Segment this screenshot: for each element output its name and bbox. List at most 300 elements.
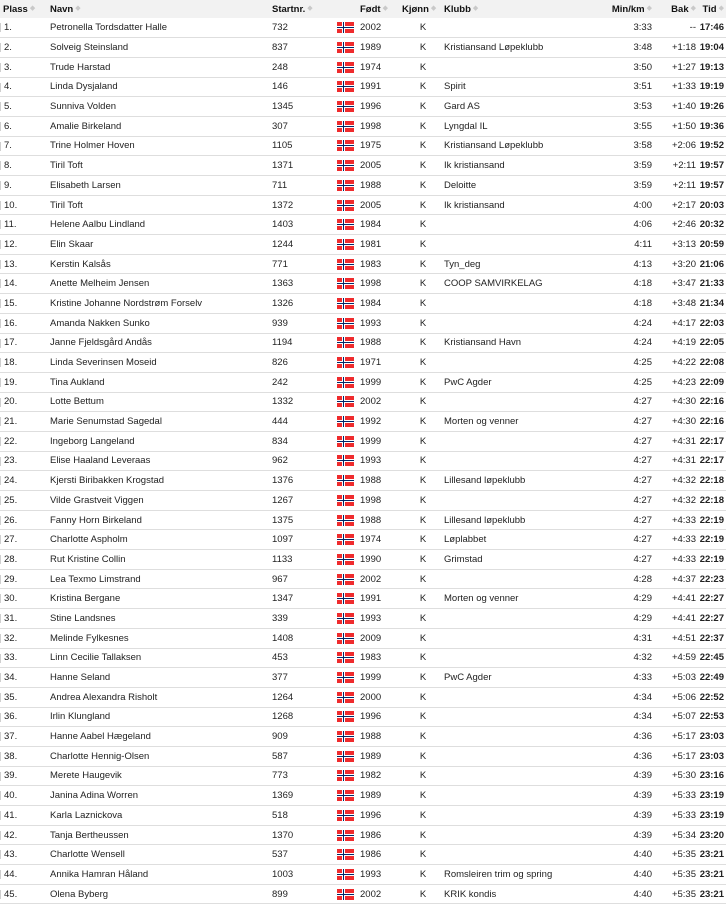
- table-row[interactable]: [0, 510, 726, 530]
- name-cell[interactable]: Irlin Klungland: [50, 707, 272, 727]
- name-cell[interactable]: Elin Skaar: [50, 235, 272, 255]
- birth-year-cell: 1996: [360, 97, 402, 117]
- club-cell: [444, 648, 596, 668]
- birth-year-cell: 2009: [360, 628, 402, 648]
- behind-cell: +2:46: [652, 215, 696, 235]
- place-cell: 12.: [0, 235, 50, 255]
- table-row[interactable]: [0, 77, 726, 97]
- pace-cell: 3:59: [596, 156, 652, 176]
- name-cell[interactable]: Kjersti Biribakken Krogstad: [50, 471, 272, 491]
- birth-year-cell: 1981: [360, 235, 402, 255]
- birth-year-cell: 1998: [360, 491, 402, 511]
- sex-cell: K: [402, 569, 444, 589]
- time-cell: 22:03: [696, 313, 726, 333]
- name-cell[interactable]: Trine Holmer Hoven: [50, 136, 272, 156]
- time-cell: 22:18: [696, 471, 726, 491]
- name-cell[interactable]: Tiril Toft: [50, 156, 272, 176]
- nationality-cell: [330, 668, 360, 688]
- club-cell: [444, 451, 596, 471]
- pace-cell: 4:29: [596, 589, 652, 609]
- club-cell: [444, 806, 596, 826]
- column-header-flag: [330, 0, 360, 18]
- club-cell: [444, 687, 596, 707]
- name-cell[interactable]: Kristina Bergane: [50, 589, 272, 609]
- time-cell: 22:18: [696, 491, 726, 511]
- name-cell[interactable]: Charlotte Wensell: [50, 845, 272, 865]
- place-cell: 22.: [0, 431, 50, 451]
- column-header-pace[interactable]: Min/km ◆: [596, 0, 652, 18]
- nationality-cell: [330, 510, 360, 530]
- nationality-cell: [330, 825, 360, 845]
- behind-cell: +1:33: [652, 77, 696, 97]
- start-number-cell: 962: [272, 451, 330, 471]
- sex-cell: K: [402, 353, 444, 373]
- table-row[interactable]: [0, 609, 726, 629]
- behind-cell: +2:06: [652, 136, 696, 156]
- table-row[interactable]: [0, 57, 726, 77]
- nationality-cell: [330, 57, 360, 77]
- club-cell: [444, 569, 596, 589]
- nationality-cell: [330, 589, 360, 609]
- nationality-cell: [330, 471, 360, 491]
- name-cell[interactable]: Janina Adina Worren: [50, 786, 272, 806]
- nationality-cell: [330, 687, 360, 707]
- name-cell[interactable]: Sunniva Volden: [50, 97, 272, 117]
- name-cell[interactable]: Rut Kristine Collin: [50, 550, 272, 570]
- nationality-cell: [330, 530, 360, 550]
- time-cell: 23:16: [696, 766, 726, 786]
- sex-cell: K: [402, 235, 444, 255]
- behind-cell: +4:30: [652, 412, 696, 432]
- table-row[interactable]: [0, 806, 726, 826]
- norway-flag-icon: [337, 475, 354, 486]
- time-cell: 22:27: [696, 589, 726, 609]
- birth-year-cell: 2002: [360, 392, 402, 412]
- name-cell[interactable]: Linda Dysjaland: [50, 77, 272, 97]
- name-cell[interactable]: Solveig Steinsland: [50, 38, 272, 58]
- name-cell[interactable]: Kristine Johanne Nordstrøm Forselv: [50, 294, 272, 314]
- place-cell: 3.: [0, 57, 50, 77]
- time-cell: 22:19: [696, 510, 726, 530]
- table-row[interactable]: [0, 648, 726, 668]
- sex-cell: K: [402, 451, 444, 471]
- start-number-cell: 834: [272, 431, 330, 451]
- club-cell: [444, 766, 596, 786]
- pace-cell: 4:29: [596, 609, 652, 629]
- table-row[interactable]: [0, 569, 726, 589]
- club-cell: [444, 727, 596, 747]
- sex-cell: K: [402, 97, 444, 117]
- birth-year-cell: 1988: [360, 176, 402, 196]
- start-number-cell: 1326: [272, 294, 330, 314]
- name-cell[interactable]: Hanne Aabel Hægeland: [50, 727, 272, 747]
- pace-cell: 4:27: [596, 510, 652, 530]
- name-cell[interactable]: Tanja Bertheussen: [50, 825, 272, 845]
- nationality-cell: [330, 235, 360, 255]
- table-row[interactable]: [0, 38, 726, 58]
- pace-cell: 4:06: [596, 215, 652, 235]
- sex-cell: K: [402, 786, 444, 806]
- club-cell: PwC Agder: [444, 372, 596, 392]
- name-cell[interactable]: Stine Landsnes: [50, 609, 272, 629]
- pace-cell: 4:27: [596, 451, 652, 471]
- start-number-cell: 1264: [272, 687, 330, 707]
- behind-cell: +4:19: [652, 333, 696, 353]
- name-cell[interactable]: Annika Hamran Håland: [50, 865, 272, 885]
- column-header-sex[interactable]: Kjønn ◆: [402, 0, 444, 18]
- sort-icon: ◆: [307, 4, 313, 12]
- column-header-bak[interactable]: Bak ◆: [652, 0, 696, 18]
- table-row[interactable]: [0, 18, 726, 38]
- behind-cell: +1:50: [652, 116, 696, 136]
- place-cell: 31.: [0, 609, 50, 629]
- norway-flag-icon: [337, 259, 354, 270]
- place-cell: 32.: [0, 628, 50, 648]
- norway-flag-icon: [337, 81, 354, 92]
- name-cell[interactable]: Andrea Alexandra Risholt: [50, 687, 272, 707]
- name-cell[interactable]: Linda Severinsen Moseid: [50, 353, 272, 373]
- club-cell: [444, 431, 596, 451]
- pace-cell: 4:39: [596, 825, 652, 845]
- sex-cell: K: [402, 628, 444, 648]
- table-row[interactable]: [0, 530, 726, 550]
- birth-year-cell: 1990: [360, 550, 402, 570]
- norway-flag-icon: [337, 121, 354, 132]
- behind-cell: +5:35: [652, 884, 696, 904]
- club-cell: [444, 628, 596, 648]
- sex-cell: K: [402, 746, 444, 766]
- name-cell[interactable]: Elise Haaland Leveraas: [50, 451, 272, 471]
- norway-flag-icon: [337, 534, 354, 545]
- name-cell[interactable]: Elisabeth Larsen: [50, 176, 272, 196]
- name-cell[interactable]: Karla Laznickova: [50, 806, 272, 826]
- nationality-cell: [330, 254, 360, 274]
- pace-cell: 4:40: [596, 884, 652, 904]
- time-cell: 23:21: [696, 865, 726, 885]
- sex-cell: K: [402, 372, 444, 392]
- nationality-cell: [330, 412, 360, 432]
- birth-year-cell: 2002: [360, 18, 402, 38]
- birth-year-cell: 1998: [360, 116, 402, 136]
- behind-cell: +4:23: [652, 372, 696, 392]
- name-cell[interactable]: Lotte Bettum: [50, 392, 272, 412]
- name-cell[interactable]: Janne Fjeldsgård Andås: [50, 333, 272, 353]
- sort-icon: ◆: [646, 4, 652, 12]
- club-cell: [444, 353, 596, 373]
- time-cell: 22:49: [696, 668, 726, 688]
- nationality-cell: [330, 550, 360, 570]
- table-row[interactable]: [0, 865, 726, 885]
- table-row[interactable]: [0, 727, 726, 747]
- behind-cell: +4:32: [652, 471, 696, 491]
- time-cell: 19:52: [696, 136, 726, 156]
- behind-cell: +5:33: [652, 786, 696, 806]
- start-number-cell: 771: [272, 254, 330, 274]
- place-cell: 26.: [0, 510, 50, 530]
- table-row[interactable]: [0, 766, 726, 786]
- time-cell: 23:03: [696, 746, 726, 766]
- table-row[interactable]: [0, 97, 726, 117]
- start-number-cell: 837: [272, 38, 330, 58]
- sex-cell: K: [402, 727, 444, 747]
- sex-cell: K: [402, 648, 444, 668]
- norway-flag-icon: [337, 830, 354, 841]
- table-row[interactable]: [0, 668, 726, 688]
- table-row[interactable]: [0, 176, 726, 196]
- start-number-cell: 453: [272, 648, 330, 668]
- table-row[interactable]: [0, 372, 726, 392]
- nationality-cell: [330, 491, 360, 511]
- nationality-cell: [330, 392, 360, 412]
- pace-cell: 4:32: [596, 648, 652, 668]
- start-number-cell: 939: [272, 313, 330, 333]
- behind-cell: +3:47: [652, 274, 696, 294]
- club-cell: [444, 746, 596, 766]
- norway-flag-icon: [337, 515, 354, 526]
- sex-cell: K: [402, 806, 444, 826]
- table-row[interactable]: [0, 136, 726, 156]
- place-cell: 35.: [0, 687, 50, 707]
- pace-cell: 4:27: [596, 471, 652, 491]
- birth-year-cell: 1992: [360, 412, 402, 432]
- name-cell[interactable]: Kerstin Kalsås: [50, 254, 272, 274]
- birth-year-cell: 1996: [360, 707, 402, 727]
- table-row[interactable]: [0, 431, 726, 451]
- time-cell: 22:16: [696, 412, 726, 432]
- name-cell[interactable]: Petronella Tordsdatter Halle: [50, 18, 272, 38]
- name-cell[interactable]: Melinde Fylkesnes: [50, 628, 272, 648]
- pace-cell: 3:53: [596, 97, 652, 117]
- place-cell: 15.: [0, 294, 50, 314]
- sex-cell: K: [402, 333, 444, 353]
- table-row[interactable]: [0, 353, 726, 373]
- column-header-name[interactable]: Navn ◆: [50, 0, 272, 18]
- place-cell: 23.: [0, 451, 50, 471]
- norway-flag-icon: [337, 298, 354, 309]
- name-cell[interactable]: Trude Harstad: [50, 57, 272, 77]
- table-row[interactable]: [0, 156, 726, 176]
- birth-year-cell: 1975: [360, 136, 402, 156]
- pace-cell: 3:33: [596, 18, 652, 38]
- pace-cell: 4:00: [596, 195, 652, 215]
- norway-flag-icon: [337, 22, 354, 33]
- name-cell[interactable]: Anette Melheim Jensen: [50, 274, 272, 294]
- table-row[interactable]: [0, 550, 726, 570]
- name-cell[interactable]: Charlotte Aspholm: [50, 530, 272, 550]
- time-cell: 23:21: [696, 884, 726, 904]
- norway-flag-icon: [337, 180, 354, 191]
- behind-cell: +5:17: [652, 727, 696, 747]
- nationality-cell: [330, 865, 360, 885]
- name-cell[interactable]: Vilde Grastveit Viggen: [50, 491, 272, 511]
- norway-flag-icon: [337, 554, 354, 565]
- time-cell: 22:52: [696, 687, 726, 707]
- place-cell: 1.: [0, 18, 50, 38]
- birth-year-cell: 2002: [360, 569, 402, 589]
- norway-flag-icon: [337, 436, 354, 447]
- table-row[interactable]: [0, 707, 726, 727]
- table-row[interactable]: [0, 589, 726, 609]
- pace-cell: 4:27: [596, 530, 652, 550]
- place-cell: 9.: [0, 176, 50, 196]
- place-cell: 25.: [0, 491, 50, 511]
- place-cell: 34.: [0, 668, 50, 688]
- nationality-cell: [330, 431, 360, 451]
- name-cell[interactable]: Olena Byberg: [50, 884, 272, 904]
- nationality-cell: [330, 786, 360, 806]
- table-row[interactable]: [0, 333, 726, 353]
- start-number-cell: 1105: [272, 136, 330, 156]
- behind-cell: +4:59: [652, 648, 696, 668]
- table-row[interactable]: [0, 215, 726, 235]
- table-row[interactable]: [0, 628, 726, 648]
- start-number-cell: 1332: [272, 392, 330, 412]
- nationality-cell: [330, 313, 360, 333]
- birth-year-cell: 1996: [360, 806, 402, 826]
- table-row[interactable]: [0, 392, 726, 412]
- name-cell[interactable]: Charlotte Hennig-Olsen: [50, 746, 272, 766]
- club-cell: Gard AS: [444, 97, 596, 117]
- sex-cell: K: [402, 471, 444, 491]
- sex-cell: K: [402, 884, 444, 904]
- sex-cell: K: [402, 38, 444, 58]
- norway-flag-icon: [337, 219, 354, 230]
- sex-cell: K: [402, 116, 444, 136]
- birth-year-cell: 1988: [360, 333, 402, 353]
- table-row[interactable]: [0, 313, 726, 333]
- pace-cell: 4:33: [596, 668, 652, 688]
- name-cell[interactable]: Ingeborg Langeland: [50, 431, 272, 451]
- pace-cell: 4:13: [596, 254, 652, 274]
- birth-year-cell: 1991: [360, 77, 402, 97]
- behind-cell: +5:03: [652, 668, 696, 688]
- time-cell: 22:17: [696, 431, 726, 451]
- table-row[interactable]: [0, 884, 726, 904]
- table-row[interactable]: [0, 254, 726, 274]
- header-row: [0, 0, 726, 18]
- column-header-place[interactable]: Plass ◆: [0, 0, 50, 18]
- time-cell: 22:45: [696, 648, 726, 668]
- place-cell: 18.: [0, 353, 50, 373]
- club-cell: [444, 57, 596, 77]
- club-cell: Ik kristiansand: [444, 195, 596, 215]
- name-cell[interactable]: Marie Senumstad Sagedal: [50, 412, 272, 432]
- norway-flag-icon: [337, 711, 354, 722]
- table-row[interactable]: [0, 294, 726, 314]
- start-number-cell: 587: [272, 746, 330, 766]
- birth-year-cell: 1984: [360, 294, 402, 314]
- name-cell[interactable]: Amanda Nakken Sunko: [50, 313, 272, 333]
- sex-cell: K: [402, 589, 444, 609]
- name-cell[interactable]: Tina Aukland: [50, 372, 272, 392]
- time-cell: 19:04: [696, 38, 726, 58]
- table-row[interactable]: [0, 235, 726, 255]
- name-cell[interactable]: Fanny Horn Birkeland: [50, 510, 272, 530]
- norway-flag-icon: [337, 770, 354, 781]
- sex-cell: K: [402, 254, 444, 274]
- name-cell[interactable]: Merete Haugevik: [50, 766, 272, 786]
- sex-cell: K: [402, 707, 444, 727]
- name-cell[interactable]: Helene Aalbu Lindland: [50, 215, 272, 235]
- norway-flag-icon: [337, 337, 354, 348]
- nationality-cell: [330, 116, 360, 136]
- norway-flag-icon: [337, 377, 354, 388]
- nationality-cell: [330, 38, 360, 58]
- column-header-club[interactable]: Klubb ◆: [444, 0, 596, 18]
- behind-cell: +1:27: [652, 57, 696, 77]
- place-cell: 37.: [0, 727, 50, 747]
- club-cell: [444, 845, 596, 865]
- table-row[interactable]: [0, 471, 726, 491]
- nationality-cell: [330, 609, 360, 629]
- name-cell[interactable]: Hanne Seland: [50, 668, 272, 688]
- club-cell: Spirit: [444, 77, 596, 97]
- table-row[interactable]: [0, 786, 726, 806]
- behind-cell: +4:41: [652, 589, 696, 609]
- norway-flag-icon: [337, 416, 354, 427]
- column-header-born[interactable]: Født ◆: [360, 0, 402, 18]
- time-cell: 22:08: [696, 353, 726, 373]
- start-number-cell: 899: [272, 884, 330, 904]
- norway-flag-icon: [337, 62, 354, 73]
- norway-flag-icon: [337, 318, 354, 329]
- behind-cell: --: [652, 18, 696, 38]
- place-cell: 38.: [0, 746, 50, 766]
- behind-cell: +5:06: [652, 687, 696, 707]
- behind-cell: +4:41: [652, 609, 696, 629]
- name-cell[interactable]: Lea Texmo Limstrand: [50, 569, 272, 589]
- norway-flag-icon: [337, 889, 354, 900]
- table-row[interactable]: [0, 845, 726, 865]
- name-cell[interactable]: Amalie Birkeland: [50, 116, 272, 136]
- behind-cell: +3:48: [652, 294, 696, 314]
- birth-year-cell: 1988: [360, 727, 402, 747]
- table-row[interactable]: [0, 491, 726, 511]
- norway-flag-icon: [337, 672, 354, 683]
- start-number-cell: 1097: [272, 530, 330, 550]
- birth-year-cell: 1993: [360, 865, 402, 885]
- time-cell: 22:17: [696, 451, 726, 471]
- place-cell: 40.: [0, 786, 50, 806]
- table-row[interactable]: [0, 746, 726, 766]
- behind-cell: +5:35: [652, 845, 696, 865]
- place-cell: 24.: [0, 471, 50, 491]
- table-row[interactable]: [0, 116, 726, 136]
- club-cell: [444, 215, 596, 235]
- table-row[interactable]: [0, 687, 726, 707]
- club-cell: [444, 491, 596, 511]
- start-number-cell: 1267: [272, 491, 330, 511]
- name-cell[interactable]: Linn Cecilie Tallaksen: [50, 648, 272, 668]
- name-cell[interactable]: Tiril Toft: [50, 195, 272, 215]
- sex-cell: K: [402, 530, 444, 550]
- time-cell: 17:46: [696, 18, 726, 38]
- table-row[interactable]: [0, 274, 726, 294]
- table-row[interactable]: [0, 825, 726, 845]
- start-number-cell: 1371: [272, 156, 330, 176]
- column-header-start[interactable]: Startnr. ◆: [272, 0, 330, 18]
- club-cell: [444, 609, 596, 629]
- club-cell: Kristiansand Løpeklubb: [444, 136, 596, 156]
- column-header-tid[interactable]: Tid ◆: [696, 0, 726, 18]
- table-row[interactable]: [0, 412, 726, 432]
- start-number-cell: 242: [272, 372, 330, 392]
- place-cell: 16.: [0, 313, 50, 333]
- table-row[interactable]: [0, 195, 726, 215]
- club-cell: [444, 786, 596, 806]
- table-row[interactable]: [0, 451, 726, 471]
- behind-cell: +4:30: [652, 392, 696, 412]
